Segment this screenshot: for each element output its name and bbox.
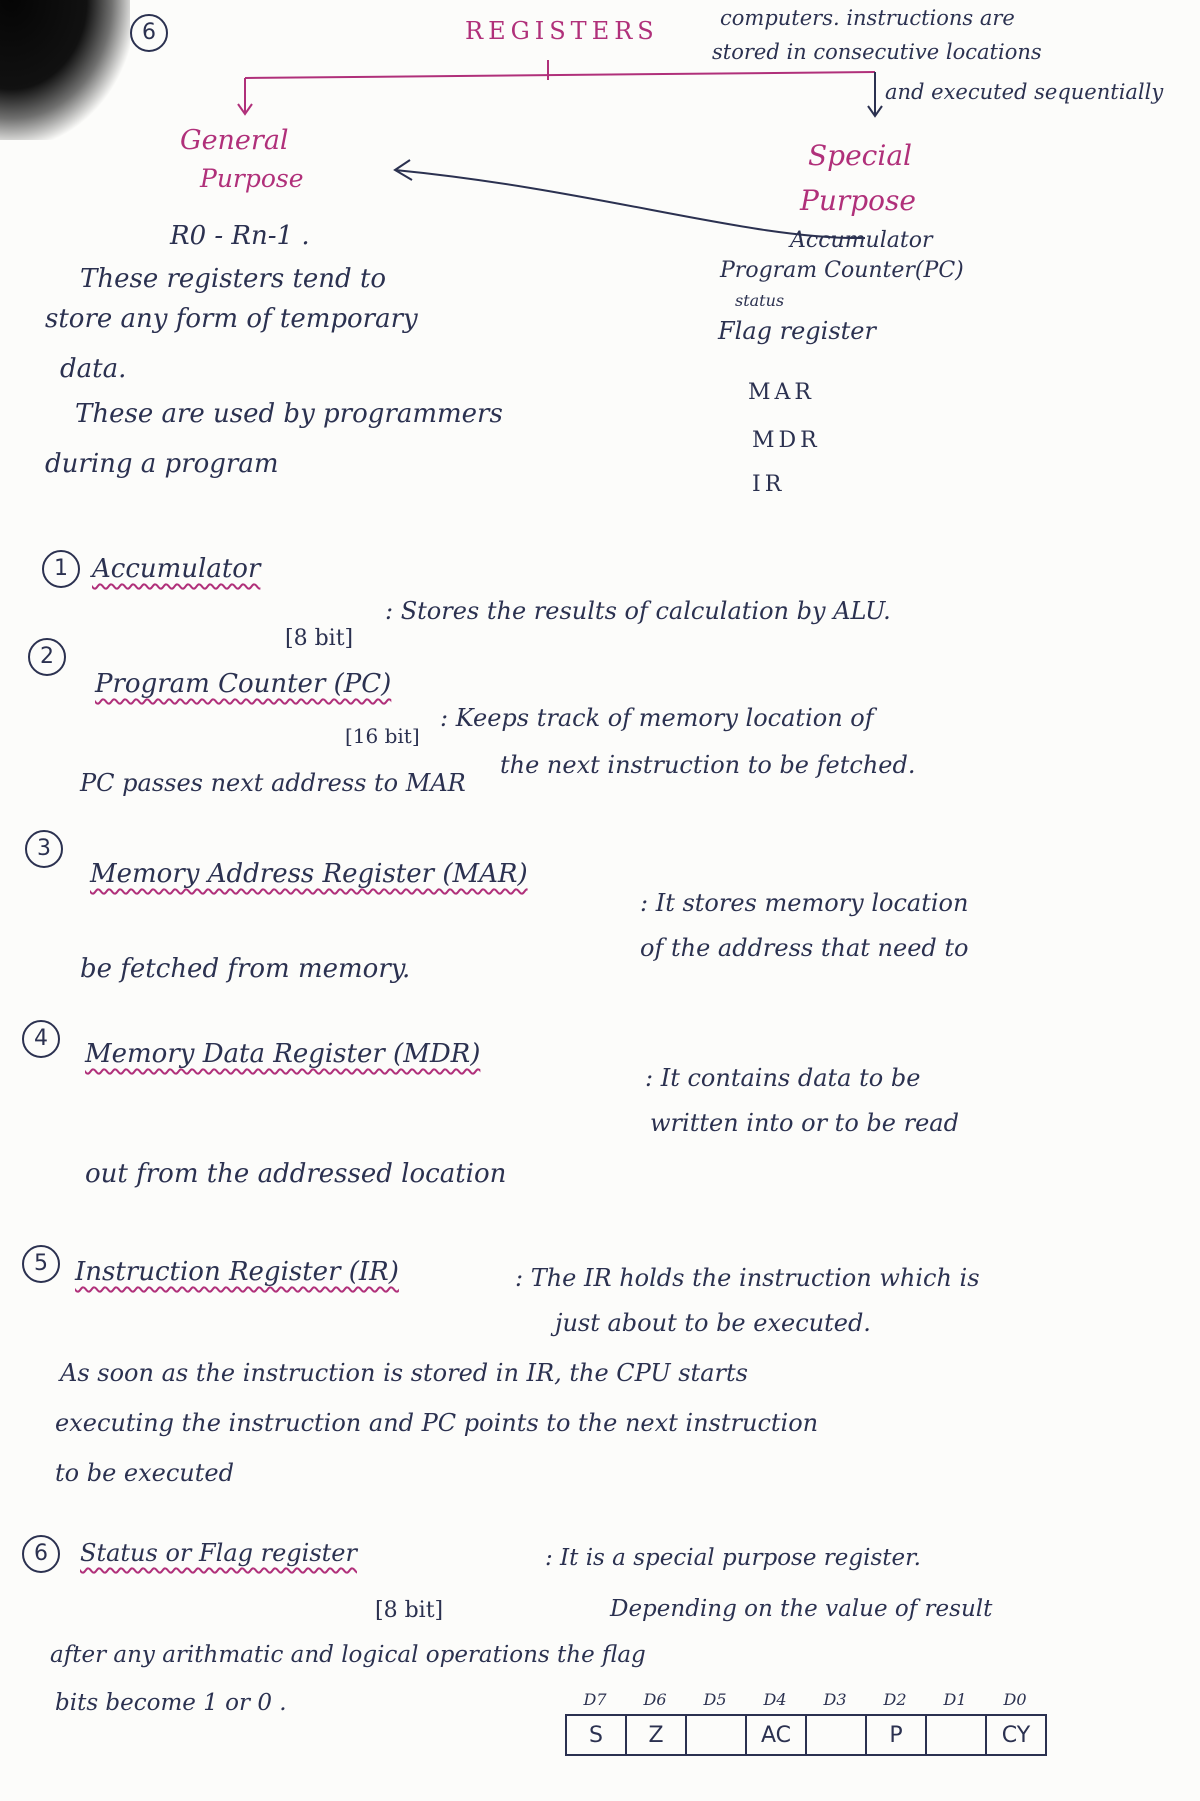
item-2-bits: [16 bit] (345, 724, 420, 748)
item-2-name: Program Counter (PC) (95, 669, 392, 699)
side-note-line-3: and executed sequentially (885, 80, 1164, 104)
item-3-desc-2: of the address that need to (640, 934, 969, 962)
general-purpose-label-2: Purpose (200, 164, 304, 193)
flag-cell-d1 (926, 1715, 986, 1755)
item-6-extra-2: bits become 1 or 0 . (55, 1690, 287, 1716)
item-3-name: Memory Address Register (MAR) (90, 859, 528, 889)
item-6-number: 6 (22, 1535, 60, 1573)
special-purpose-label-2: Purpose (800, 184, 916, 217)
special-purpose-label-1: Special (808, 139, 912, 172)
general-purpose-label-1: General (180, 125, 289, 156)
item-6-desc-2: Depending on the value of result (610, 1596, 993, 1622)
item-1-bits: [8 bit] (285, 626, 354, 651)
item-3-extra: be fetched from memory. (80, 954, 411, 984)
flag-cell-sign: S (566, 1715, 626, 1755)
general-desc-line-1: These registers tend to (80, 264, 387, 294)
flag-cell-aux-carry: AC (746, 1715, 806, 1755)
flag-cell-carry: CY (986, 1715, 1046, 1755)
item-1-desc: : Stores the results of calculation by ALU. (385, 597, 891, 625)
bit-label-d3: D3 (823, 1690, 847, 1709)
item-4-name: Memory Data Register (MDR) (85, 1039, 481, 1069)
side-note-line-1: computers. instructions are (720, 6, 1015, 30)
item-5-name: Instruction Register (IR) (75, 1257, 399, 1287)
general-desc-line-5: during a program (45, 449, 279, 479)
general-desc-line-4: These are used by programmers (75, 399, 503, 429)
flag-cell-d3 (806, 1715, 866, 1755)
item-2-extra: PC passes next address to MAR (80, 769, 466, 797)
item-1-name: Accumulator (92, 554, 261, 584)
item-4-extra: out from the addressed location (85, 1159, 507, 1189)
general-range: R0 - Rn-1 . (170, 221, 310, 251)
item-3-number: 3 (25, 830, 63, 868)
bit-label-d0: D0 (1003, 1690, 1027, 1709)
flag-bit-labels (565, 1690, 1045, 1709)
item-2-desc-1: : Keeps track of memory location of (440, 704, 874, 732)
item-5-extra-1: As soon as the instruction is stored in IR, the CPU starts (60, 1359, 748, 1387)
special-item-ir: IR (752, 472, 786, 497)
flag-cell-parity: P (866, 1715, 926, 1755)
item-5-desc-2: just about to be executed. (555, 1309, 871, 1337)
item-6-desc-1: : It is a special purpose register. (545, 1545, 921, 1571)
flag-row (566, 1715, 1046, 1755)
side-note-line-2: stored in consecutive locations (712, 40, 1042, 64)
bit-label-d4: D4 (763, 1690, 787, 1709)
item-4-desc-1: : It contains data to be (645, 1064, 921, 1092)
item-6-bits: [8 bit] (375, 1598, 444, 1623)
flag-register-table (565, 1714, 1047, 1756)
item-2-desc-2: the next instruction to be fetched. (500, 751, 916, 779)
item-6-name: Status or Flag register (80, 1539, 357, 1567)
item-5-extra-2: executing the instruction and PC points to the next instruction (55, 1409, 819, 1437)
special-item-mar: MAR (748, 380, 815, 405)
general-desc-line-3: data. (60, 354, 127, 384)
bit-label-d6: D6 (643, 1690, 667, 1709)
bit-label-d7: D7 (583, 1690, 607, 1709)
bit-label-d5: D5 (703, 1690, 727, 1709)
item-1-number: 1 (42, 550, 80, 588)
item-2-number: 2 (28, 638, 66, 676)
special-item-pc: Program Counter(PC) (720, 258, 964, 283)
item-4-number: 4 (22, 1020, 60, 1058)
bit-label-d2: D2 (883, 1690, 907, 1709)
item-6-extra-1: after any arithmatic and logical operations the flag (50, 1642, 646, 1668)
special-item-status: status (735, 291, 785, 310)
page-number: 6 (130, 14, 168, 52)
special-item-flag: Flag register (718, 317, 876, 345)
page-title: REGISTERS (465, 17, 659, 45)
special-item-accumulator: Accumulator (790, 228, 933, 253)
flag-cell-d5 (686, 1715, 746, 1755)
item-5-extra-3: to be executed (55, 1459, 234, 1487)
item-5-desc-1: : The IR holds the instruction which is (515, 1264, 980, 1292)
item-4-desc-2: written into or to be read (650, 1109, 959, 1137)
bit-label-d1: D1 (943, 1690, 967, 1709)
special-item-mdr: MDR (752, 428, 821, 453)
item-3-desc-1: : It stores memory location (640, 889, 969, 917)
item-5-number: 5 (22, 1245, 60, 1283)
flag-cell-zero: Z (626, 1715, 686, 1755)
general-desc-line-2: store any form of temporary (45, 304, 418, 334)
